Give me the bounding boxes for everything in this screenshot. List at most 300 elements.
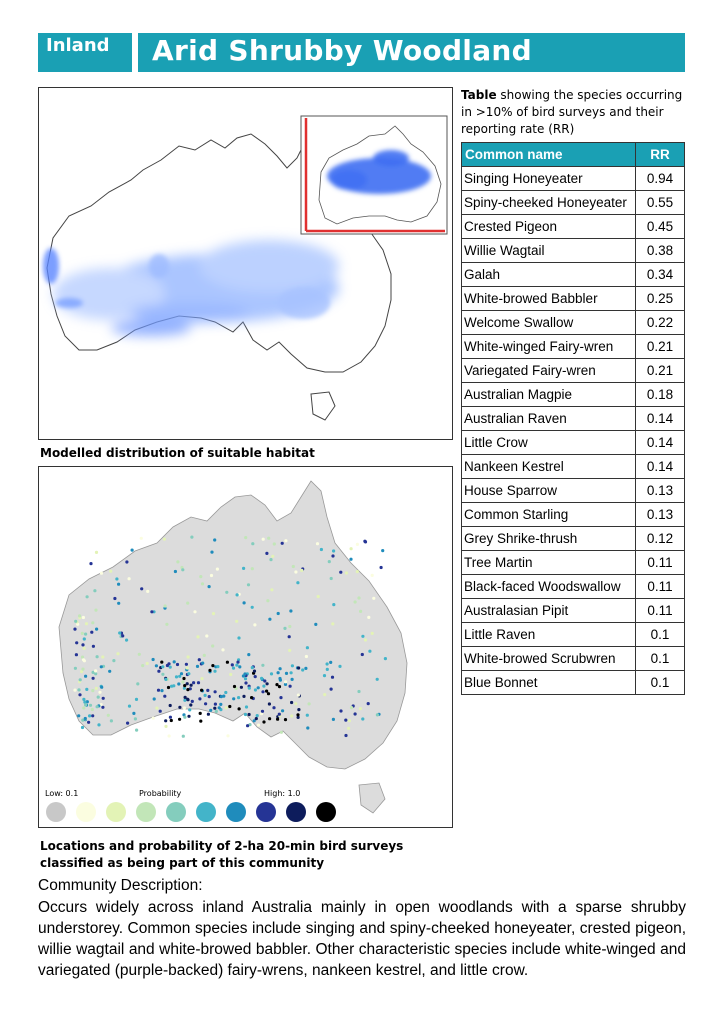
- survey-point: [205, 634, 208, 637]
- survey-point: [131, 549, 134, 552]
- survey-point: [316, 542, 319, 545]
- survey-point: [93, 589, 96, 592]
- survey-point: [78, 693, 81, 696]
- legend-swatch: [256, 802, 276, 822]
- legend-swatch: [226, 802, 246, 822]
- legend-swatch: [136, 802, 156, 822]
- table-row: [462, 623, 685, 647]
- survey-point: [236, 661, 239, 664]
- reporting-rate: 0.1: [636, 647, 685, 671]
- survey-point: [306, 726, 309, 729]
- survey-point: [112, 659, 115, 662]
- table-row: [462, 455, 685, 479]
- survey-point: [367, 702, 370, 705]
- table-row: [462, 503, 685, 527]
- survey-point: [164, 719, 167, 722]
- survey-point: [380, 566, 383, 569]
- page-title: Arid Shrubby Woodland: [152, 34, 532, 67]
- survey-point: [359, 707, 362, 710]
- survey-point: [184, 696, 187, 699]
- survey-point: [136, 682, 139, 685]
- survey-point: [361, 635, 364, 638]
- survey-point: [178, 718, 181, 721]
- table-row: [462, 527, 685, 551]
- survey-point: [167, 662, 170, 665]
- species-name: Australian Raven: [462, 407, 636, 431]
- survey-point: [75, 641, 78, 644]
- survey-point: [181, 680, 184, 683]
- survey-point: [94, 669, 97, 672]
- survey-point: [132, 712, 135, 715]
- survey-point: [238, 665, 241, 668]
- survey-point: [248, 713, 251, 716]
- survey-point: [116, 652, 119, 655]
- survey-point: [95, 687, 98, 690]
- survey-point: [308, 702, 311, 705]
- survey-point: [146, 590, 149, 593]
- species-name: White-winged Fairy-wren: [462, 335, 636, 359]
- survey-point: [270, 588, 273, 591]
- survey-point: [288, 635, 291, 638]
- survey-point: [288, 625, 291, 628]
- survey-point: [91, 714, 94, 717]
- tasmania-grey: [359, 783, 385, 813]
- survey-point: [225, 591, 228, 594]
- survey-point: [161, 665, 164, 668]
- survey-point: [91, 689, 94, 692]
- survey-point: [74, 620, 77, 623]
- survey-point: [186, 688, 189, 691]
- survey-point: [255, 717, 258, 720]
- survey-point: [87, 721, 90, 724]
- survey-point: [138, 653, 141, 656]
- table-row: [462, 431, 685, 455]
- survey-point: [208, 585, 211, 588]
- survey-point: [83, 647, 86, 650]
- reporting-rate: 0.21: [636, 335, 685, 359]
- survey-point: [125, 560, 128, 563]
- survey-point: [271, 555, 274, 558]
- survey-point: [199, 720, 202, 723]
- survey-point: [263, 679, 266, 682]
- survey-point: [354, 712, 357, 715]
- survey-point: [269, 558, 272, 561]
- survey-point: [288, 649, 291, 652]
- survey-point: [186, 698, 189, 701]
- survey-point: [254, 688, 257, 691]
- survey-point: [289, 609, 292, 612]
- survey-point: [384, 657, 387, 660]
- survey-point: [78, 614, 81, 617]
- table-row: [462, 671, 685, 695]
- survey-point: [261, 690, 264, 693]
- survey-point: [237, 696, 240, 699]
- survey-point: [219, 703, 222, 706]
- survey-point: [82, 616, 85, 619]
- survey-point: [200, 689, 203, 692]
- survey-point: [155, 664, 158, 667]
- legend-low-label: Low: 0.1: [45, 789, 79, 798]
- survey-point: [92, 677, 95, 680]
- survey-point: [214, 703, 217, 706]
- survey-point: [225, 706, 228, 709]
- survey-point: [359, 610, 362, 613]
- survey-point: [266, 599, 269, 602]
- survey-point: [98, 691, 101, 694]
- survey-point: [178, 706, 181, 709]
- survey-point: [281, 709, 284, 712]
- probability-legend: [45, 789, 336, 822]
- survey-point: [251, 606, 254, 609]
- survey-point: [157, 670, 160, 673]
- survey-point: [117, 602, 120, 605]
- species-name: House Sparrow: [462, 479, 636, 503]
- survey-point: [84, 675, 87, 678]
- survey-point: [364, 638, 367, 641]
- species-name: White-browed Babbler: [462, 287, 636, 311]
- title-banner: [138, 33, 685, 72]
- survey-point: [270, 672, 273, 675]
- survey-point: [285, 672, 288, 675]
- survey-point: [157, 689, 160, 692]
- survey-point: [364, 540, 367, 543]
- survey-point: [267, 692, 270, 695]
- survey-point: [128, 705, 131, 708]
- survey-point: [204, 694, 207, 697]
- survey-point: [231, 663, 234, 666]
- species-table: [461, 142, 685, 695]
- survey-point: [84, 717, 87, 720]
- survey-map: [38, 466, 453, 828]
- survey-point: [262, 538, 265, 541]
- survey-point: [183, 684, 186, 687]
- table-row: [462, 311, 685, 335]
- survey-point: [140, 537, 143, 540]
- survey-point: [257, 686, 260, 689]
- survey-point: [213, 670, 216, 673]
- survey-point: [155, 707, 158, 710]
- survey-point: [150, 610, 153, 613]
- survey-point: [244, 681, 247, 684]
- survey-point: [210, 551, 213, 554]
- survey-point: [83, 701, 86, 704]
- survey-point: [83, 637, 86, 640]
- survey-point: [251, 666, 254, 669]
- table-row: [462, 479, 685, 503]
- survey-point: [323, 693, 326, 696]
- survey-point: [348, 719, 351, 722]
- reporting-rate: 0.45: [636, 215, 685, 239]
- survey-point: [361, 653, 364, 656]
- survey-point: [329, 661, 332, 664]
- survey-point: [235, 620, 238, 623]
- survey-point: [163, 538, 166, 541]
- col-header-name: Common name: [462, 143, 636, 167]
- survey-point: [174, 570, 177, 573]
- survey-point: [244, 713, 247, 716]
- survey-point: [185, 663, 188, 666]
- survey-point: [361, 717, 364, 720]
- survey-point: [207, 713, 210, 716]
- survey-point: [169, 704, 172, 707]
- survey-point: [320, 548, 323, 551]
- survey-point: [345, 571, 348, 574]
- survey-point: [89, 562, 92, 565]
- species-name: Little Crow: [462, 431, 636, 455]
- survey-point: [199, 575, 202, 578]
- reporting-rate: 0.11: [636, 551, 685, 575]
- inset-map: [301, 116, 447, 234]
- table-row: [462, 599, 685, 623]
- survey-point: [182, 677, 185, 680]
- survey-point: [240, 686, 243, 689]
- survey-point: [208, 695, 211, 698]
- survey-point: [349, 558, 352, 561]
- survey-point: [290, 714, 293, 717]
- survey-point: [183, 699, 186, 702]
- survey-point: [161, 673, 164, 676]
- survey-point: [280, 731, 283, 734]
- reporting-rate: 0.14: [636, 407, 685, 431]
- survey-point: [189, 703, 192, 706]
- survey-point: [331, 554, 334, 557]
- table-row: [462, 575, 685, 599]
- survey-point: [277, 612, 280, 615]
- description-title: Community Description:: [38, 877, 203, 894]
- survey-point: [253, 623, 256, 626]
- survey-point: [253, 670, 256, 673]
- survey-point: [169, 716, 172, 719]
- survey-point: [356, 543, 359, 546]
- survey-map-caption: Locations and probability of 2-ha 20-min bird surveys classified as being part of this community: [40, 839, 404, 870]
- survey-point: [265, 690, 268, 693]
- survey-point: [257, 724, 260, 727]
- survey-point: [314, 623, 317, 626]
- survey-point: [278, 713, 281, 716]
- survey-point: [187, 655, 190, 658]
- survey-point: [182, 735, 185, 738]
- survey-point: [117, 583, 120, 586]
- survey-point: [128, 577, 131, 580]
- survey-point: [146, 662, 149, 665]
- survey-point: [97, 696, 100, 699]
- survey-point: [192, 681, 195, 684]
- survey-point: [330, 688, 333, 691]
- survey-point: [272, 706, 275, 709]
- table-caption-bold: Table: [461, 88, 497, 102]
- survey-point: [126, 722, 129, 725]
- survey-point: [300, 569, 303, 572]
- australia-grey-landmass: [59, 481, 407, 769]
- reporting-rate: 0.11: [636, 575, 685, 599]
- habitat-map-caption: Modelled distribution of suitable habitat: [40, 446, 315, 460]
- survey-point: [152, 717, 155, 720]
- survey-point: [297, 708, 300, 711]
- survey-point: [350, 706, 353, 709]
- survey-point: [221, 648, 224, 651]
- survey-point: [347, 727, 350, 730]
- survey-point: [159, 710, 162, 713]
- survey-point: [278, 685, 281, 688]
- survey-point: [216, 568, 219, 571]
- table-row: [462, 407, 685, 431]
- survey-point: [273, 542, 276, 545]
- survey-point: [296, 713, 299, 716]
- survey-point: [332, 549, 335, 552]
- species-name: Singing Honeyeater: [462, 167, 636, 191]
- survey-point: [339, 571, 342, 574]
- survey-point: [183, 716, 186, 719]
- survey-point: [226, 734, 229, 737]
- reporting-rate: 0.11: [636, 599, 685, 623]
- reporting-rate: 0.34: [636, 263, 685, 287]
- species-name: Black-faced Woodswallow: [462, 575, 636, 599]
- table-row: [462, 383, 685, 407]
- survey-point: [210, 574, 213, 577]
- survey-point: [290, 671, 293, 674]
- survey-point: [220, 695, 223, 698]
- survey-point: [75, 653, 78, 656]
- survey-point: [81, 643, 84, 646]
- survey-point: [175, 675, 178, 678]
- survey-point: [276, 718, 279, 721]
- survey-point: [254, 675, 257, 678]
- survey-point: [331, 676, 334, 679]
- survey-point: [164, 604, 167, 607]
- survey-point: [235, 664, 238, 667]
- survey-point: [125, 639, 128, 642]
- survey-point: [211, 644, 214, 647]
- table-row: [462, 239, 685, 263]
- survey-point: [201, 582, 204, 585]
- survey-point: [109, 570, 112, 573]
- survey-point: [84, 633, 87, 636]
- survey-point: [236, 593, 239, 596]
- reporting-rate: 0.18: [636, 383, 685, 407]
- reporting-rate: 0.1: [636, 623, 685, 647]
- survey-point: [242, 567, 245, 570]
- species-name: Grey Shrike-thrush: [462, 527, 636, 551]
- survey-point: [247, 653, 250, 656]
- survey-point: [368, 650, 371, 653]
- survey-point: [110, 719, 113, 722]
- survey-point: [187, 715, 190, 718]
- survey-point: [357, 690, 360, 693]
- survey-point: [284, 680, 287, 683]
- survey-point: [81, 726, 84, 729]
- survey-point: [294, 570, 297, 573]
- survey-point: [100, 572, 103, 575]
- survey-point: [291, 664, 294, 667]
- table-row: [462, 335, 685, 359]
- survey-point: [92, 645, 95, 648]
- survey-point: [233, 685, 236, 688]
- survey-point: [244, 677, 247, 680]
- survey-point: [94, 609, 97, 612]
- survey-point: [216, 665, 219, 668]
- survey-point: [198, 658, 201, 661]
- survey-point: [115, 577, 118, 580]
- survey-point: [215, 710, 218, 713]
- survey-point: [200, 677, 203, 680]
- survey-point: [181, 568, 184, 571]
- species-name: Australian Magpie: [462, 383, 636, 407]
- survey-point: [85, 622, 88, 625]
- survey-point: [330, 577, 333, 580]
- survey-point: [381, 549, 384, 552]
- survey-point: [268, 618, 271, 621]
- survey-point: [170, 719, 173, 722]
- survey-point: [90, 631, 93, 634]
- survey-point: [284, 539, 287, 542]
- survey-point: [229, 673, 232, 676]
- survey-point: [350, 547, 353, 550]
- survey-map-graphic: [39, 467, 453, 828]
- region-tag-label: Inland: [46, 35, 110, 56]
- species-name: Little Raven: [462, 623, 636, 647]
- survey-point: [267, 537, 270, 540]
- survey-point: [118, 631, 121, 634]
- legend-swatch: [46, 802, 66, 822]
- survey-point: [173, 660, 176, 663]
- survey-point: [193, 610, 196, 613]
- survey-point: [297, 694, 300, 697]
- survey-point: [203, 654, 206, 657]
- reporting-rate: 0.21: [636, 359, 685, 383]
- survey-point: [284, 718, 287, 721]
- survey-point: [183, 706, 186, 709]
- survey-point: [275, 683, 278, 686]
- survey-point: [296, 581, 299, 584]
- survey-point: [242, 674, 245, 677]
- survey-point: [344, 719, 347, 722]
- table-row: [462, 191, 685, 215]
- habitat-map-graphic: [39, 88, 453, 440]
- survey-point: [250, 696, 253, 699]
- survey-point: [238, 707, 241, 710]
- survey-point: [97, 723, 100, 726]
- survey-point: [101, 706, 104, 709]
- survey-point: [211, 664, 214, 667]
- survey-point: [356, 570, 359, 573]
- survey-point: [326, 662, 329, 665]
- survey-point: [107, 714, 110, 717]
- reporting-rate: 0.55: [636, 191, 685, 215]
- survey-point: [176, 560, 179, 563]
- reporting-rate: 0.22: [636, 311, 685, 335]
- survey-point: [226, 661, 229, 664]
- survey-point: [77, 688, 80, 691]
- survey-point: [268, 717, 271, 720]
- survey-point: [357, 596, 360, 599]
- table-row: [462, 263, 685, 287]
- survey-point: [153, 697, 156, 700]
- survey-point: [190, 684, 193, 687]
- reporting-rate: 0.38: [636, 239, 685, 263]
- survey-point: [152, 658, 155, 661]
- survey-point: [248, 687, 251, 690]
- survey-point: [344, 734, 347, 737]
- legend-swatch: [106, 802, 126, 822]
- survey-point: [73, 689, 76, 692]
- survey-point: [279, 679, 282, 682]
- survey-point: [277, 671, 280, 674]
- survey-point: [283, 627, 286, 630]
- survey-point: [165, 623, 168, 626]
- survey-point: [197, 681, 200, 684]
- species-name: Variegated Fairy-wren: [462, 359, 636, 383]
- survey-point: [262, 720, 265, 723]
